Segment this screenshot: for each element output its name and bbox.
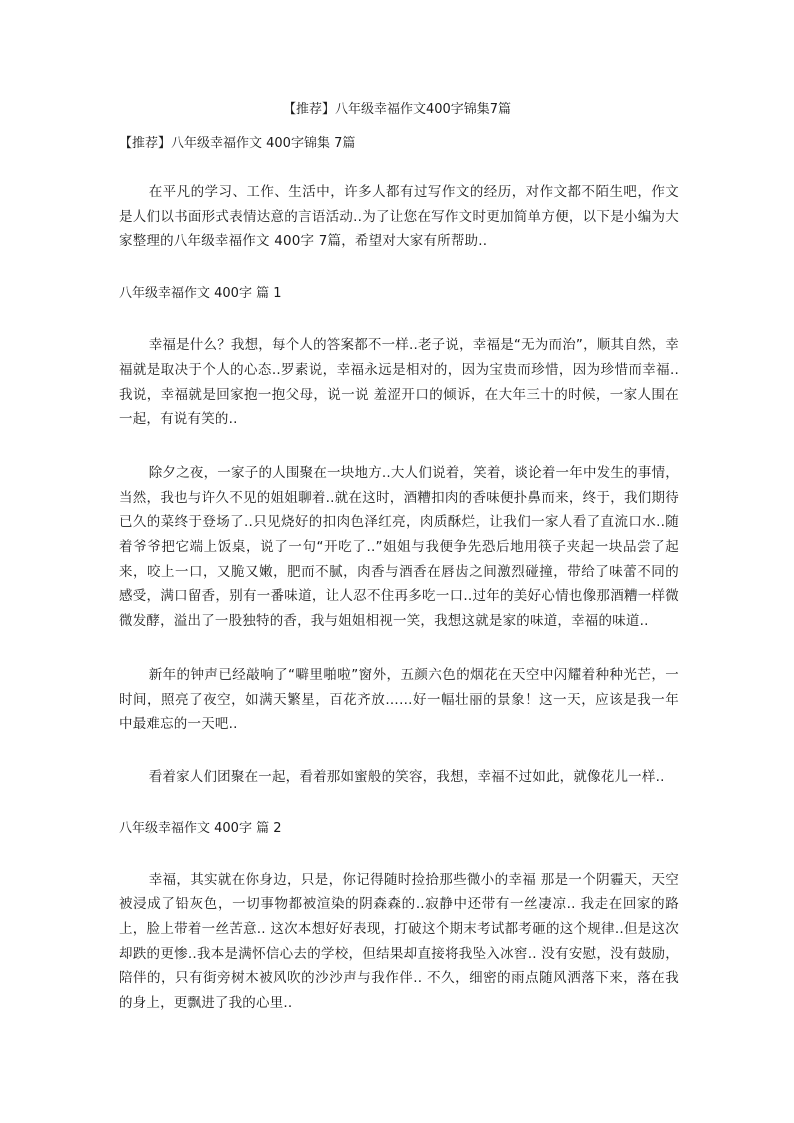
section-paragraph: 幸福，其实就在你身边，只是，你记得随时捡拾那些微小的幸福 那是一个阴霾天，天空被浸成了铅灰色，一切事物都被渲染的阴森森的..寂静中还带有一丝凄凉.. 我走在回家的路上，脸上带着一丝苦意.. 这次本想好好表现，打破这个期末考试都考砸的这个规律..但是这次却跌的更惨..我本是满怀信心去的学校，但结果却直接将我坠入冰窖.. 没有安慰，没有鼓励，陪伴的，只有街旁树木被风吹的沙沙声与我作伴.. 不久，细密的雨点随风洒落下来，落在我的身上，更飘进了我的心里.. bbox=[119, 871, 679, 1012]
section-paragraph: 幸福是什么？我想，每个人的答案都不一样..老子说，幸福是“无为而治”，顺其自然，幸福就是取决于个人的心态..罗素说，幸福永远是相对的，因为宝贵而珍惜，因为珍惜而幸福..我说，幸福就是回家抱一抱父母，说一说 羞涩开口的倾诉，在大年三十的时候，一家人围在一起，有说有笑的.. bbox=[119, 337, 679, 428]
section-paragraph: 看着家人们团聚在一起，看着那如蜜般的笑容，我想，幸福不过如此，就像花儿一样.. bbox=[148, 768, 665, 785]
document-title: 【推荐】八年级幸福作文400字锦集7篇 bbox=[282, 102, 512, 117]
section-paragraph: 除夕之夜，一家子的人围聚在一块地方..大人们说着，笑着，谈论着一年中发生的事情，当然，我也与许久不见的姐姐聊着..就在这时，酒糟扣肉的香味便扑鼻而来，终于，我们期待已久的菜终于登场了..只见烧好的扣肉色泽红亮，肉质酥烂，让我们一家人看了直流口水..随着爷爷把它端上饭桌，说了一句“开吃了..”姐姐与我便争先恐后地用筷子夹起一块品尝了起来，咬上一口，又脆又嫩，肥而不腻，肉香与酒香在唇齿之间激烈碰撞，带给了味蕾不同的感受，满口留香，别有一番味道，让人忍不住再多吃一口..过年的美好心情也像那酒糟一样微微发酵，溢出了一股独特的香，我与姐姐相视一笑，我想这就是家的味道，幸福的味道.. bbox=[119, 464, 679, 630]
document-subtitle: 【推荐】八年级幸福作文 400字锦集 7篇 bbox=[119, 136, 356, 151]
section-paragraph: 新年的钟声已经敲响了“噼里啪啦”窗外，五颜六色的烟花在天空中闪耀着种种光芒，一时间，照亮了夜空，如满天繁星，百花齐放……好一幅壮丽的景象！这一天，应该是我一年中最难忘的一天吧.. bbox=[119, 666, 679, 733]
section-heading: 八年级幸福作文 400字 篇 1 bbox=[119, 286, 282, 302]
document-body bbox=[119, 134, 679, 1016]
intro-paragraph: 在平凡的学习、工作、生活中，许多人都有过写作文的经历，对作文都不陌生吧，作文是人们以书面形式表情达意的言语活动..为了让您在写作文时更加简单方便，以下是小编为大家整理的八年级幸福作文 400字 7篇，希望对大家有所帮助.. bbox=[119, 184, 679, 250]
section-heading: 八年级幸福作文 400字 篇 2 bbox=[119, 820, 282, 836]
